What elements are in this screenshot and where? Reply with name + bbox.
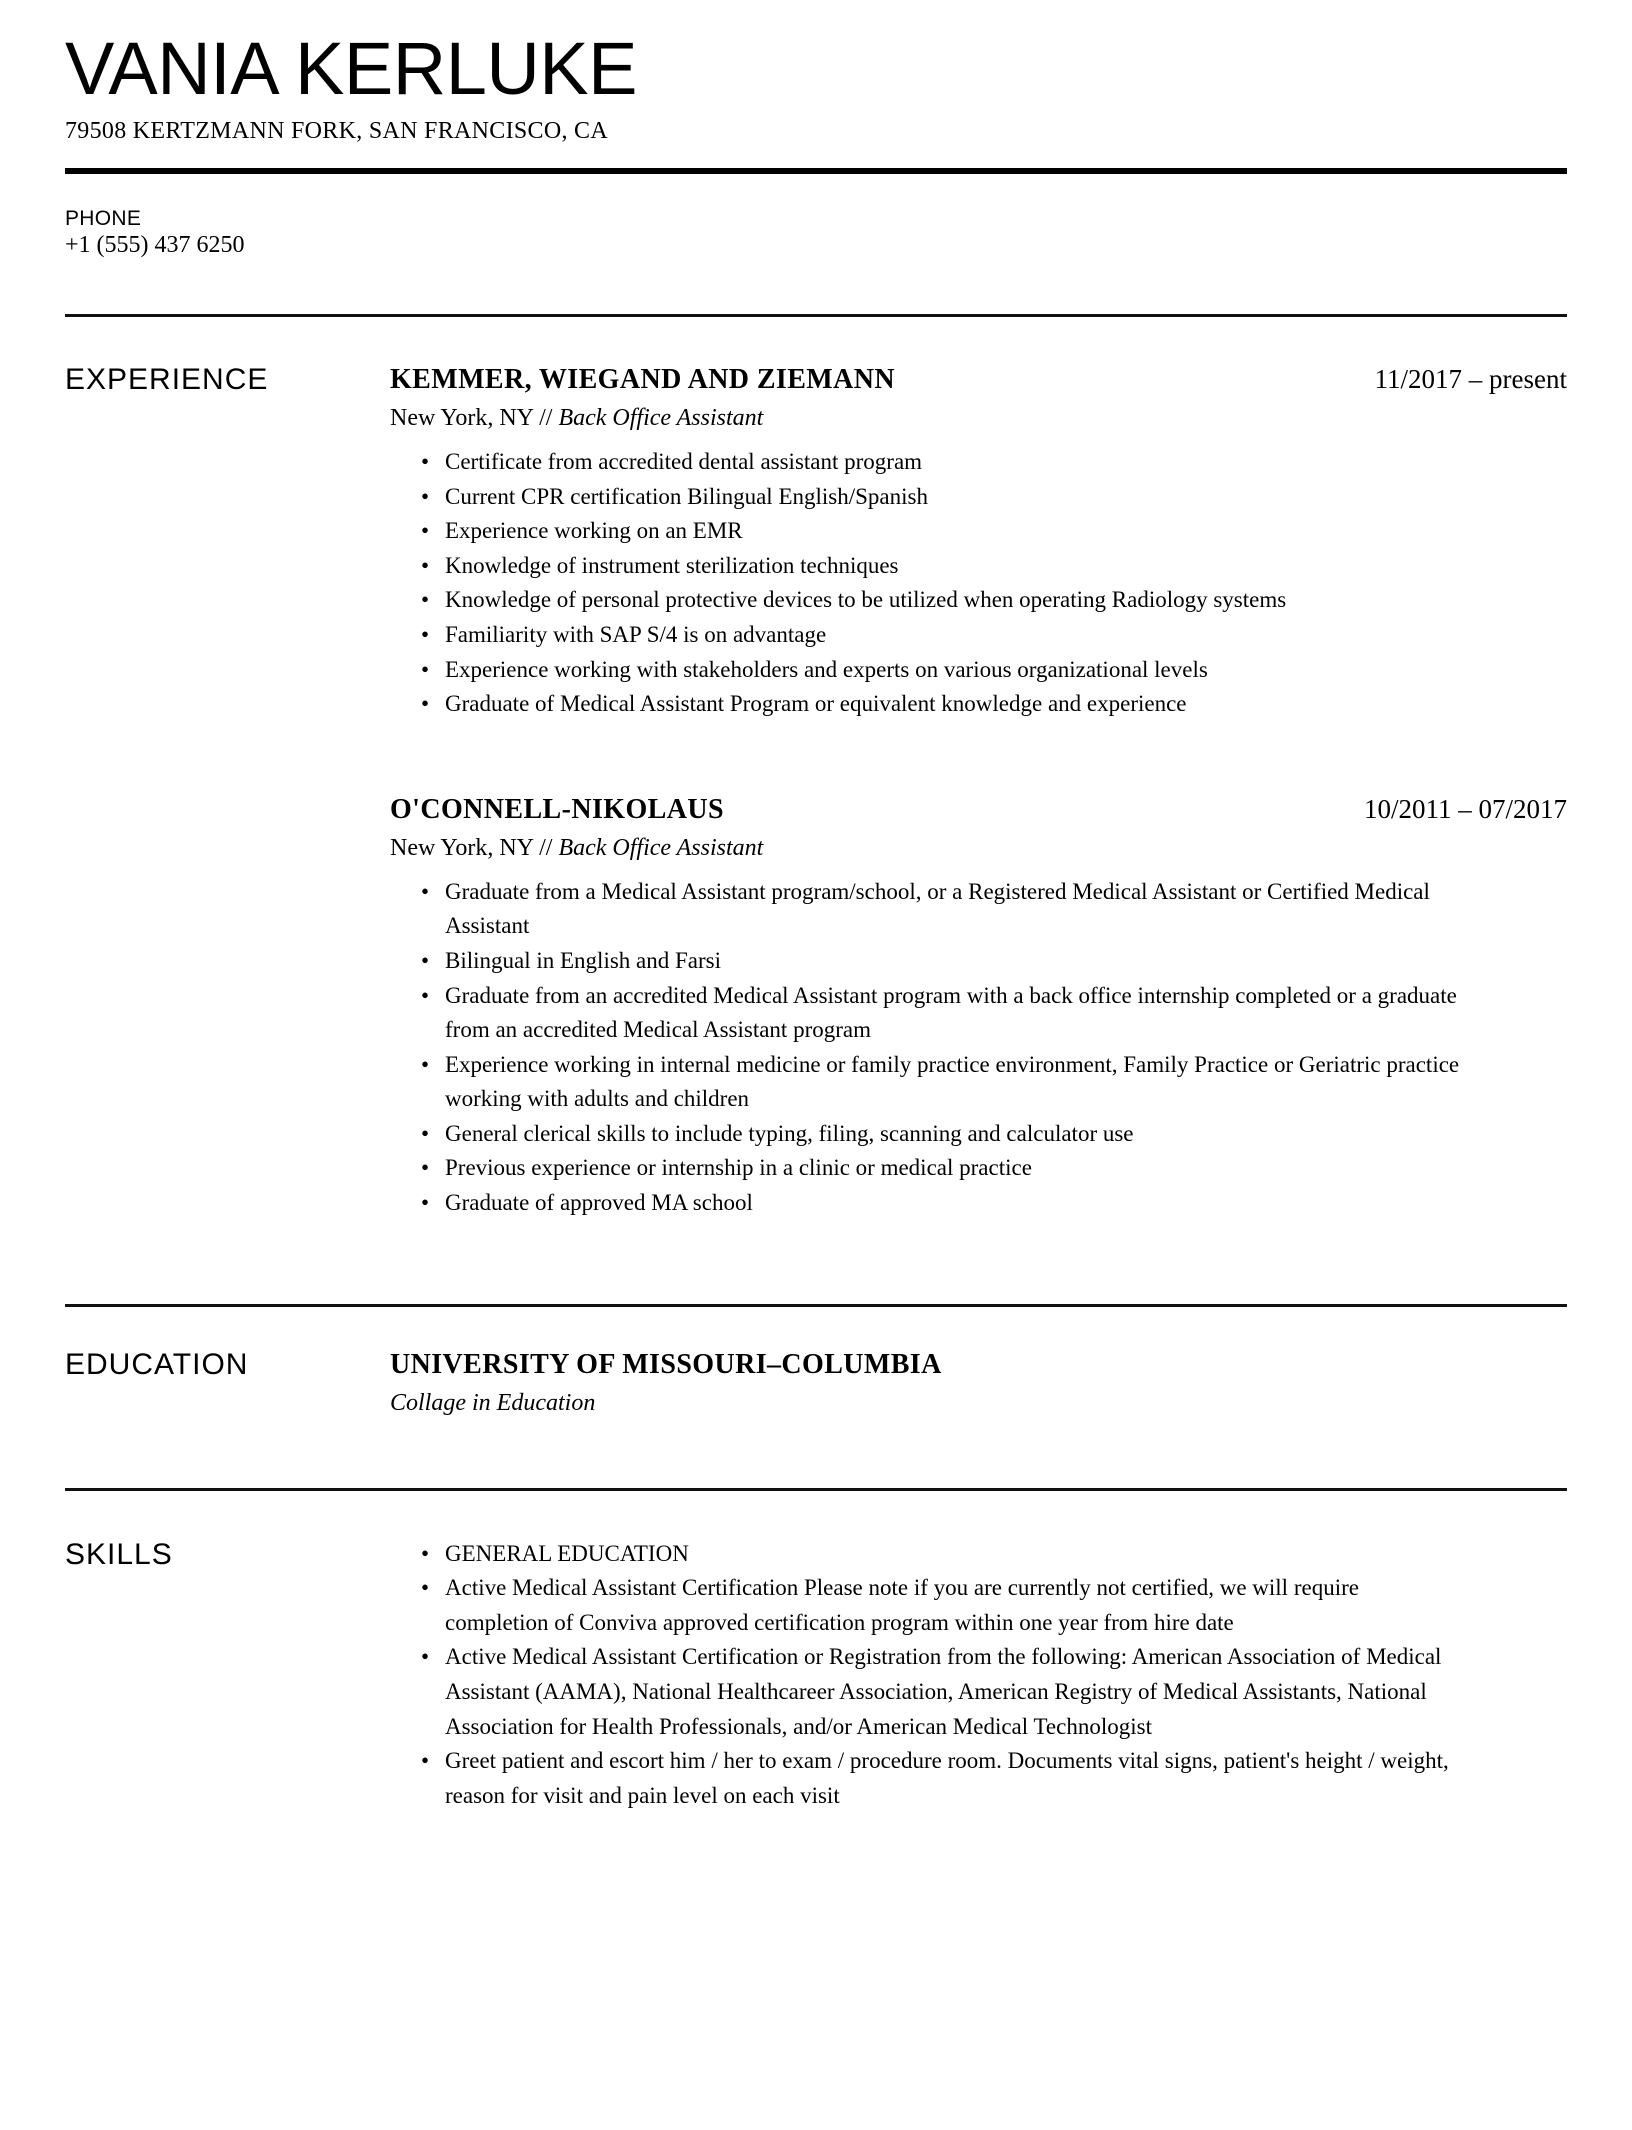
resume-page [0,27,1632,1813]
experience-bullet: • Experience working with stakeholders and experts on various organizational levels [390,653,1465,688]
divider-thick [65,168,1567,174]
person-address: 79508 KERTZMANN FORK, SAN FRANCISCO, CA [65,118,608,144]
person-name: VANIA KERLUKE [65,27,638,110]
experience-bullet: • Knowledge of personal protective devices to be utilized when operating Radiology systems [390,583,1465,618]
resume-header [65,27,1567,146]
skills-bullet: • Active Medical Assistant Certification Please note if you are currently not certified, we will require completion of Conviva approved certification program within one year from hire date [390,1571,1465,1640]
experience-bullet: • Experience working in internal medicine or family practice environment, Family Practice or Geriatric practice working with adults and children [390,1048,1465,1117]
experience-bullet: • Graduate from a Medical Assistant program/school, or a Registered Medical Assistant or Certified Medical Assistant [390,875,1465,944]
experience-bullet: • Graduate of Medical Assistant Program or equivalent knowledge and experience [390,687,1465,722]
section-skills [65,1537,1567,1814]
phone-label: PHONE [65,206,142,230]
experience-bullet: • Graduate from an accredited Medical Assistant program with a back office internship completed or a graduate from an accredited Medical Assistant program [390,979,1465,1048]
divider-contact-experience [65,314,1567,317]
experience-bullet: • Current CPR certification Bilingual English/Spanish [390,480,1465,515]
job-location: New York, NY [390,404,534,431]
divider-education-skills [65,1488,1567,1491]
experience-bullet: • Familiarity with SAP S/4 is on advantage [390,618,1465,653]
phone-number: +1 (555) 437 6250 [65,231,245,258]
job-title: Back Office Assistant [558,404,764,431]
company-name: KEMMER, WIEGAND AND ZIEMANN [390,363,895,395]
experience-bullet: • Bilingual in English and Farsi [390,944,1465,979]
experience-bullet: • Previous experience or internship in a clinic or medical practice [390,1151,1465,1186]
experience-bullet: • Knowledge of instrument sterilization techniques [390,549,1465,584]
experience-content [390,362,1567,1221]
date-range: 10/2011 – 07/2017 [1363,793,1567,824]
divider-experience-education [65,1304,1567,1307]
experience-entry-oconnell [390,792,1567,1221]
job-location: New York, NY [390,834,534,861]
experience-bullet-list [390,445,1567,722]
section-education [65,1347,1567,1418]
location-role-separator: // [539,834,553,861]
degree-name: Collage in Education [390,1389,596,1416]
date-range: 11/2017 – present [1374,363,1567,394]
contact-block [65,206,1567,259]
skills-bullet: • Active Medical Assistant Certification or Registration from the following: American Association of Medical Assistant (AAMA), National Healthcareer Association, American Registry of Medical Assistants, National Association for Health Professionals, and/or American Medical Technologist [390,1640,1465,1744]
experience-bullet: • Experience working on an EMR [390,514,1465,549]
job-title: Back Office Assistant [558,834,764,861]
section-label-skills: SKILLS [65,1537,173,1571]
skills-content [390,1537,1567,1814]
experience-bullet: • Certificate from accredited dental assistant program [390,445,1465,480]
skills-bullet: • Greet patient and escort him / her to exam / procedure room. Documents vital signs, patient's height / weight, reason for visit and pain level on each visit [390,1744,1465,1813]
section-experience [65,362,1567,1221]
skills-bullet-list [390,1537,1567,1814]
section-label-experience: EXPERIENCE [65,362,269,396]
entry-subtitle [390,833,1567,863]
entry-subtitle [390,403,1567,433]
section-label-education: EDUCATION [65,1347,249,1381]
entry-header [390,362,1567,397]
experience-bullet: • General clerical skills to include typing, filing, scanning and calculator use [390,1117,1465,1152]
entry-header [390,792,1567,827]
location-role-separator: // [539,404,553,431]
skills-bullet: • GENERAL EDUCATION [390,1537,1465,1572]
experience-bullet: • Graduate of approved MA school [390,1186,1465,1221]
experience-bullet-list [390,875,1567,1221]
education-content [390,1347,1567,1418]
company-name: O'CONNELL-NIKOLAUS [390,793,724,825]
experience-entry-kemmer [390,362,1567,722]
school-name: UNIVERSITY OF MISSOURI–COLUMBIA [390,1348,942,1380]
